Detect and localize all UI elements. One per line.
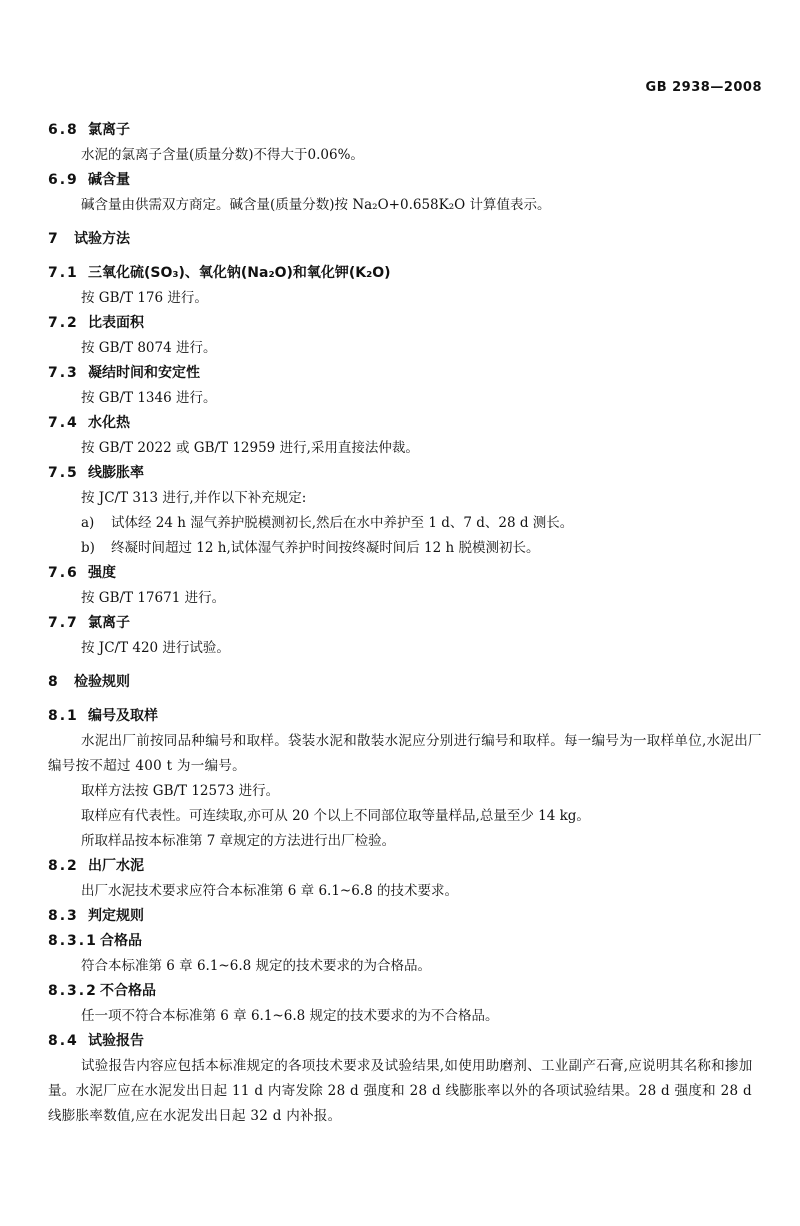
clause-7-1-text: 按 GB/T 176 进行。 <box>81 290 208 306</box>
clause-8-4-text: 试验报告内容应包括本标准规定的各项技术要求及试验结果,如使用助磨剂、工业副产石膏,应说明其名称和掺加量。水泥厂应在水泥发出日起 11 d 内寄发除 28 d 强度和 28 d 线膨胀率以外的各项试验结果。28 d 强度和 28 d 线膨胀率数值,应在水泥发出日起 32 d 内补报。 <box>48 1058 753 1124</box>
clause-7-2-heading: 7.2 比表面积 <box>48 315 144 331</box>
clause-7-7-heading: 7.7 氯离子 <box>48 615 130 631</box>
clause-7-3-text: 按 GB/T 1346 进行。 <box>81 390 217 406</box>
standard-code: GB 2938—2008 <box>645 80 762 95</box>
clause-8-3-heading: 8.3 判定规则 <box>48 908 144 924</box>
clause-8-1-text-1: 水泥出厂前按同品种编号和取样。袋装水泥和散装水泥应分别进行编号和取样。每一编号为一取样单位,水泥出厂编号按不超过 400 t 为一编号。 <box>48 733 762 774</box>
clause-7-4-heading: 7.4 水化热 <box>48 415 130 431</box>
section-8-heading: 8 检验规则 <box>48 674 130 690</box>
clause-7-6-text: 按 GB/T 17671 进行。 <box>81 590 226 606</box>
clause-7-5-heading: 7.5 线膨胀率 <box>48 465 144 481</box>
clause-8-2-text: 出厂水泥技术要求应符合本标准第 6 章 6.1~6.8 的技术要求。 <box>81 883 459 899</box>
clause-7-7-text: 按 JC/T 420 进行试验。 <box>81 640 230 656</box>
clause-8-1-text-2: 取样方法按 GB/T 12573 进行。 <box>81 783 280 799</box>
clause-8-2-heading: 8.2 出厂水泥 <box>48 858 144 874</box>
clause-8-3-2-heading: 8.3.2 不合格品 <box>48 983 156 999</box>
clause-7-5-text: 按 JC/T 313 进行,并作以下补充规定: <box>81 490 307 506</box>
clause-6-8-text: 水泥的氯离子含量(质量分数)不得大于0.06%。 <box>81 147 364 163</box>
clause-7-3-heading: 7.3 凝结时间和安定性 <box>48 365 200 381</box>
clause-8-4-heading: 8.4 试验报告 <box>48 1033 144 1049</box>
clause-7-6-heading: 7.6 强度 <box>48 565 116 581</box>
section-7-heading: 7 试验方法 <box>48 231 130 247</box>
clause-7-2-text: 按 GB/T 8074 进行。 <box>81 340 217 356</box>
clause-6-8-heading: 6.8 氯离子 <box>48 122 130 138</box>
clause-8-3-1-text: 符合本标准第 6 章 6.1~6.8 规定的技术要求的为合格品。 <box>81 958 432 974</box>
clause-8-1-text-4: 所取样品按本标准第 7 章规定的方法进行出厂检验。 <box>81 833 396 849</box>
clause-8-3-1-heading: 8.3.1 合格品 <box>48 933 142 949</box>
clause-7-5-item-b: b) 终凝时间超过 12 h,试体湿气养护时间按终凝时间后 12 h 脱模测初长。 <box>81 540 540 556</box>
clause-8-1-text-3: 取样应有代表性。可连续取,亦可从 20 个以上不同部位取等量样品,总量至少 14 kg。 <box>81 808 590 824</box>
clause-7-5-item-a: a) 试体经 24 h 湿气养护脱模测初长,然后在水中养护至 1 d、7 d、28 d 测长。 <box>81 515 574 531</box>
clause-6-9-heading: 6.9 碱含量 <box>48 172 130 188</box>
clause-8-3-2-text: 任一项不符合本标准第 6 章 6.1~6.8 规定的技术要求的为不合格品。 <box>81 1008 499 1024</box>
clause-7-1-heading: 7.1 三氧化硫(SO₃)、氧化钠(Na₂O)和氧化钾(K₂O) <box>48 265 391 281</box>
clause-7-4-text: 按 GB/T 2022 或 GB/T 12959 进行,采用直接法仲裁。 <box>81 440 419 456</box>
clause-8-1-heading: 8.1 编号及取样 <box>48 708 158 724</box>
clause-6-9-text: 碱含量由供需双方商定。碱含量(质量分数)按 Na₂O+0.658K₂O 计算值表示。 <box>81 197 551 213</box>
document-body <box>48 118 768 1129</box>
